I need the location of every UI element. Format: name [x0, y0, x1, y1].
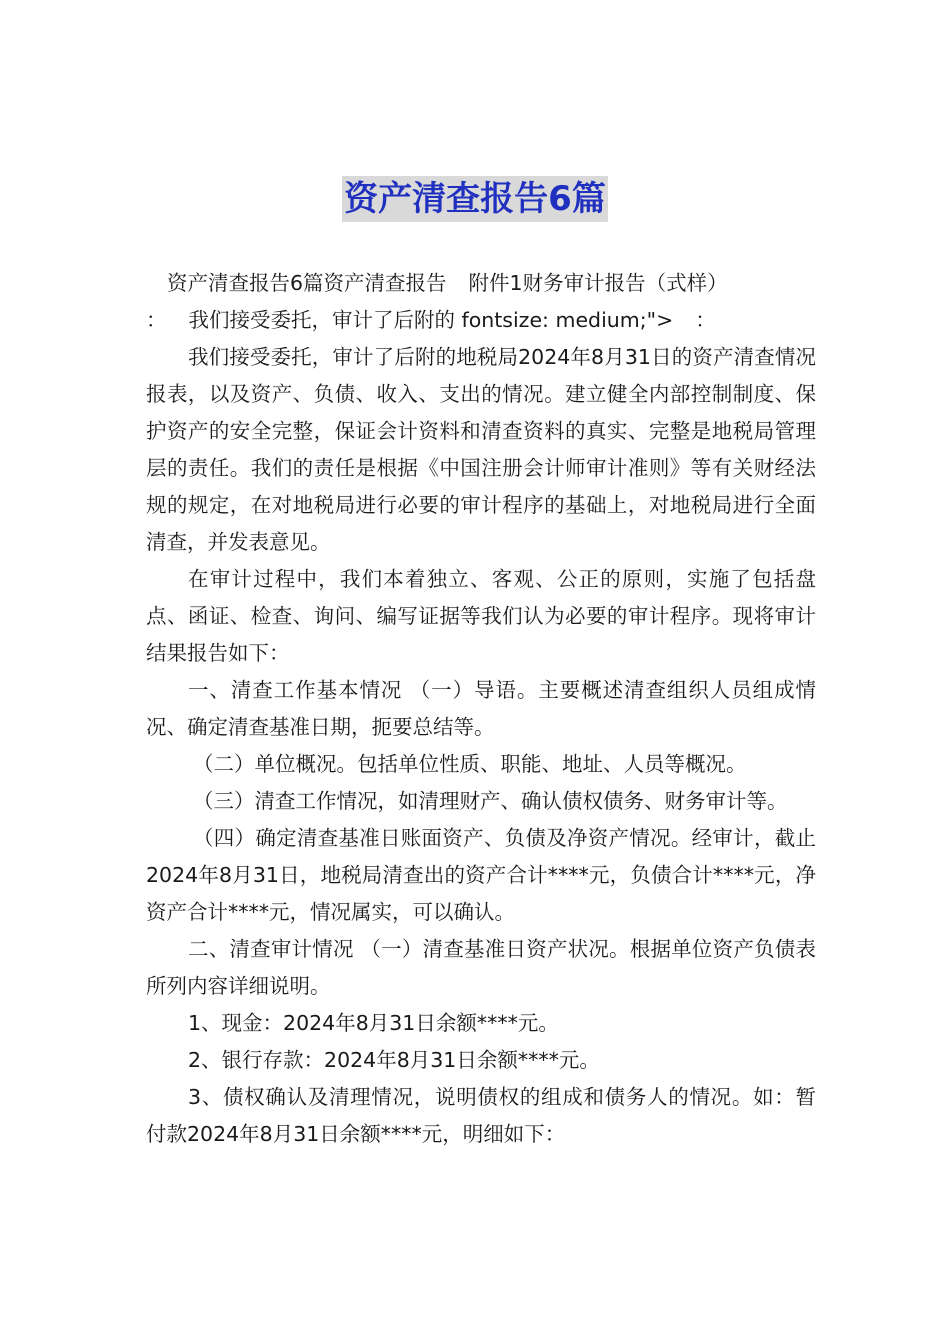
paragraph-3: 一、清查工作基本情况 （一）导语。主要概述清查组织人员组成情况、确定清查基准日期，扼要总结等。 — [146, 678, 816, 739]
paragraph-6: （四）确定清查基准日账面资产、负债及净资产情况。经审计，截止2024年8月31日，地税局清查出的资产合计****元，负债合计****元，净资产合计****元，情况属实，可以确认。 — [146, 826, 816, 924]
document-body — [146, 265, 816, 1153]
intro-line-1-part-a: 资产清查报告6篇资产清查报告 — [167, 271, 447, 295]
intro-line-1 — [146, 265, 816, 302]
intro-line-2-colon-a: ： — [146, 308, 167, 332]
paragraph-5: （三）清查工作情况，如清理财产、确认债权债务、财务审计等。 — [193, 789, 788, 813]
paragraph-8: 1、现金：2024年8月31日余额****元。 — [188, 1011, 559, 1035]
paragraph-10: 3、债权确认及清理情况，说明债权的组成和债务人的情况。如：暂付款2024年8月31日余额****元，明细如下： — [146, 1085, 816, 1146]
intro-line-2-colon-b: ： — [695, 308, 716, 332]
intro-line-2-text: 我们接受委托，审计了后附的 fontsize: medium;"> — [188, 308, 674, 332]
paragraph-2: 在审计过程中，我们本着独立、客观、公正的原则，实施了包括盘点、函证、检查、询问、编写证据等我们认为必要的审计程序。现将审计结果报告如下： — [146, 567, 816, 665]
document-title: 资产清查报告6篇 — [342, 176, 608, 222]
paragraph-1: 我们接受委托，审计了后附的地税局2024年8月31日的资产清查情况报表，以及资产、负债、收入、支出的情况。建立健全内部控制制度、保护资产的安全完整，保证会计资料和清查资料的真实、完整是地税局管理层的责任。我们的责任是根据《中国注册会计师审计准则》等有关财经法规的规定，在对地税局进行必要的审计程序的基础上，对地税局进行全面清查，并发表意见。 — [146, 345, 816, 554]
intro-line-1-part-b: 附件1财务审计报告（式样） — [468, 271, 728, 295]
paragraph-4: （二）单位概况。包括单位性质、职能、地址、人员等概况。 — [193, 752, 747, 776]
title-container — [0, 176, 950, 222]
paragraph-9: 2、银行存款：2024年8月31日余额****元。 — [188, 1048, 600, 1072]
intro-line-2 — [146, 302, 816, 339]
paragraph-7: 二、清查审计情况 （一）清查基准日资产状况。根据单位资产负债表所列内容详细说明。 — [146, 937, 816, 998]
